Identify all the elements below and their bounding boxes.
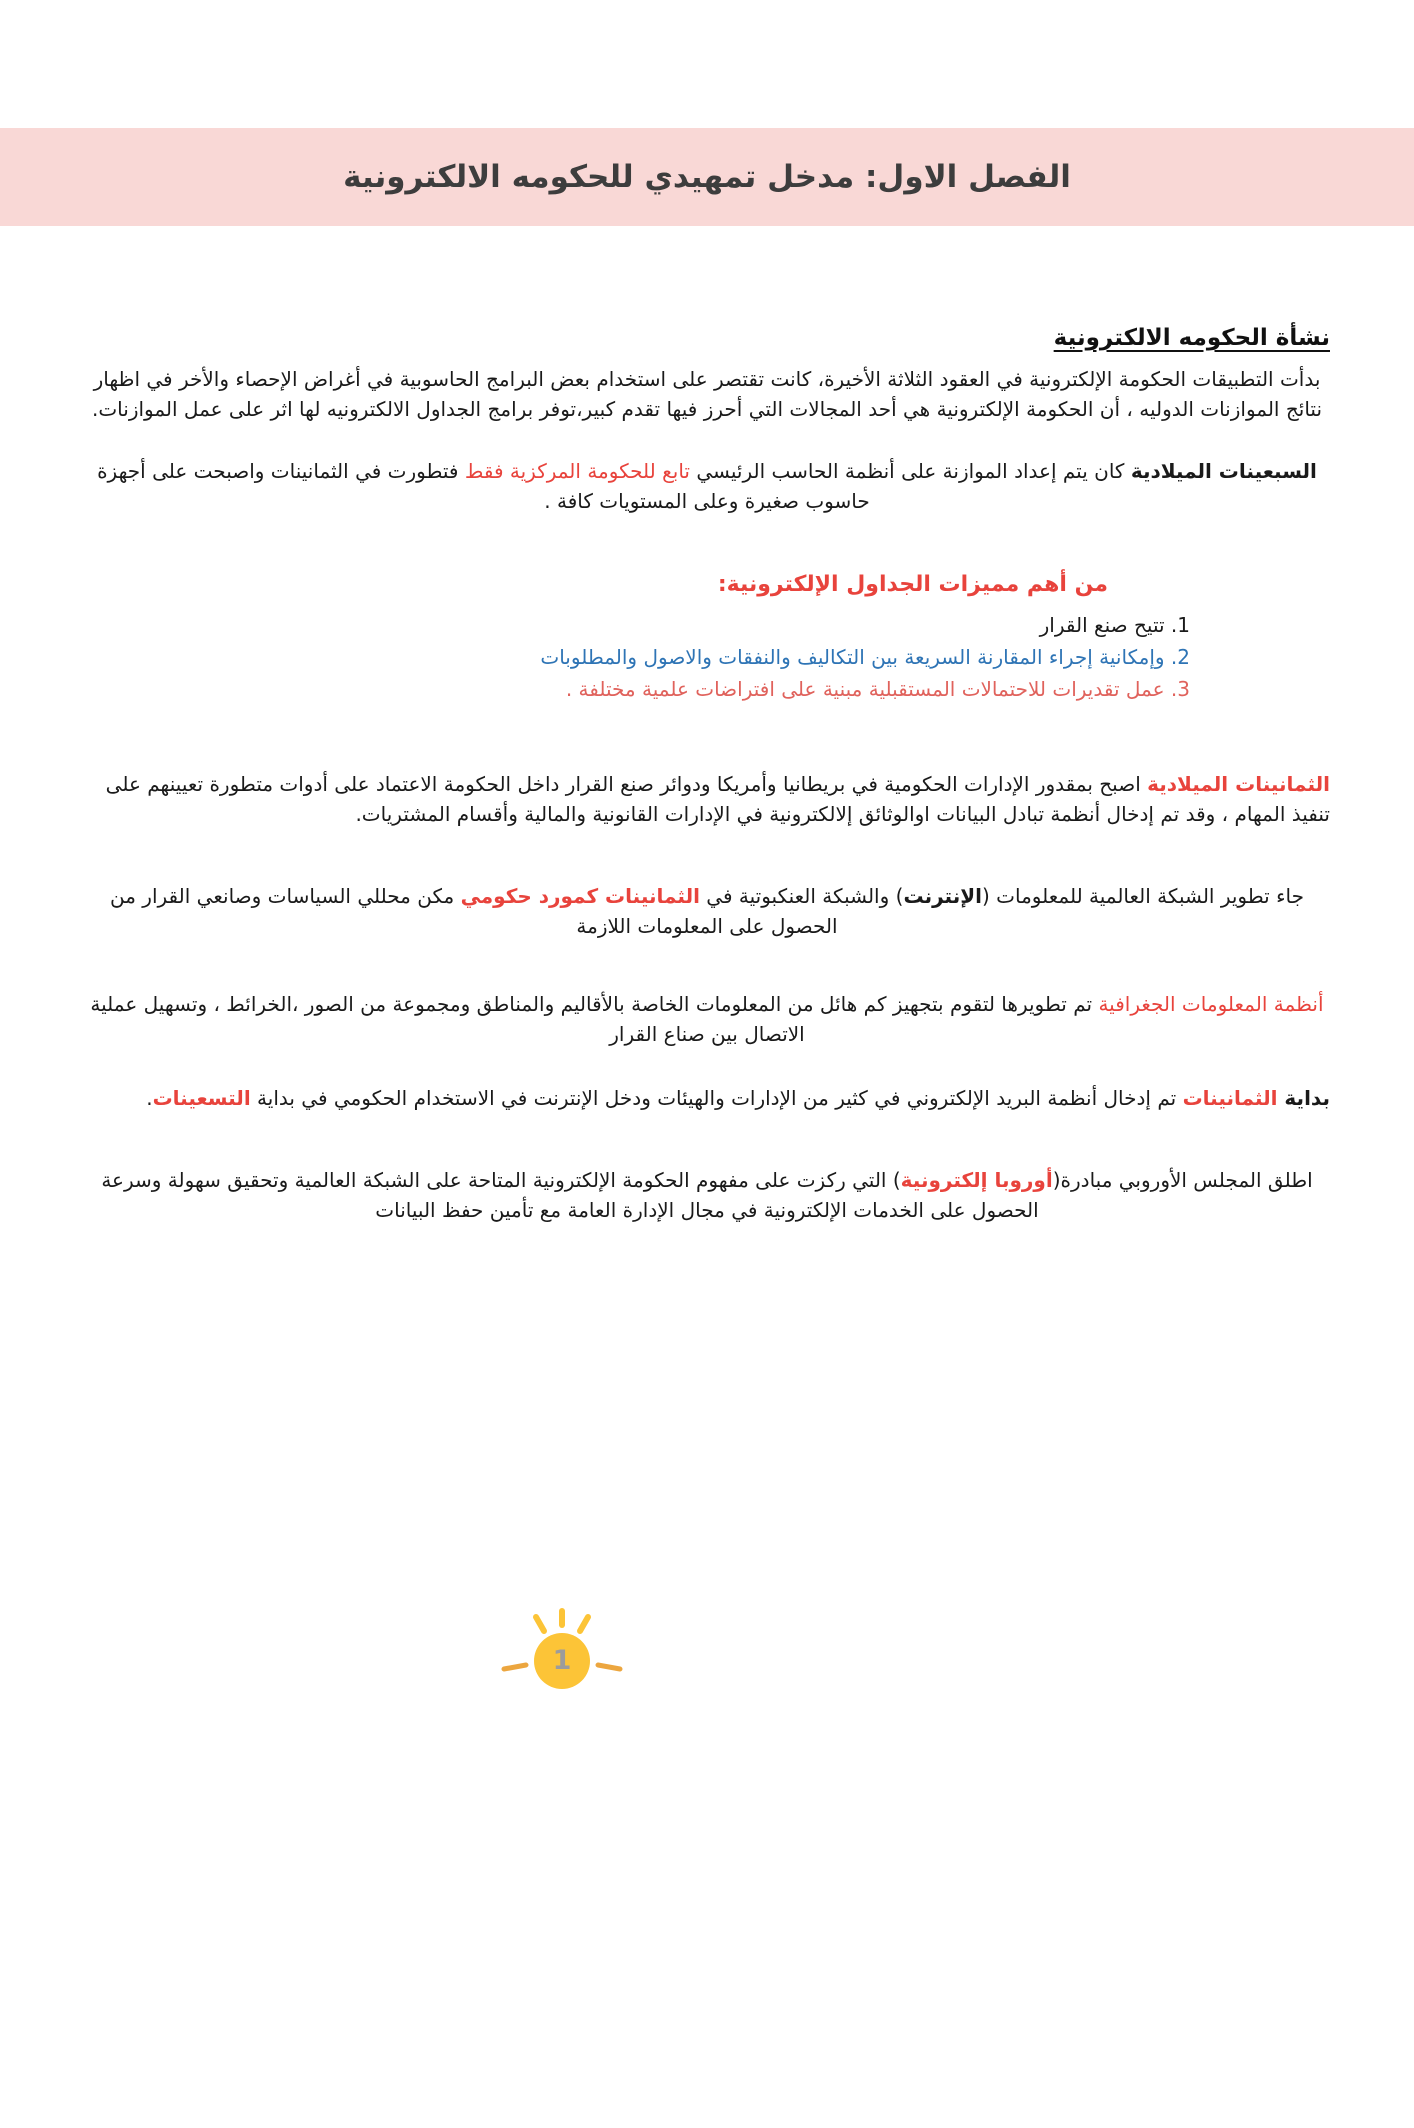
- chapter-banner: [0, 128, 1414, 226]
- page-number: 1: [552, 1644, 572, 1676]
- document-body: [0, 321, 1414, 1225]
- section-heading-emergence: نشأة الحكومه الالكترونية: [1053, 325, 1330, 351]
- features-heading: من أهم مميزات الجداول الإلكترونية:: [717, 571, 1108, 597]
- sun-page-number-icon: [492, 1608, 632, 1692]
- list-item-1: 1. تتيح صنع القرار: [1039, 612, 1190, 637]
- paragraph-email: بداية الثمانينات تم إدخال أنظمة البريد الإلكتروني في كثير من الإدارات والهيئات ودخل الإنترنت في الاستخدام الحكومي في بداية التسعينات.: [146, 1085, 1330, 1110]
- paragraph-internet: جاء تطوير الشبكة العالمية للمعلومات (الإنترنت) والشبكة العنكبوتية في الثمانينات كمورد حكومي مكن محللي السياسات وصانعي القرار من الحصول على المعلومات اللازمة: [110, 883, 1304, 938]
- features-list: [84, 609, 1330, 705]
- paragraph-eeurope: اطلق المجلس الأوروبي مبادرة(أوروبا إلكترونية) التي ركزت على مفهوم الحكومة الإلكترونية المتاحة على الشبكة العالمية وتحقيق سهولة وسرعة الحصول على الخدمات الإلكترونية في مجال الإدارة العامة مع تأمين حفظ البيانات: [101, 1167, 1313, 1222]
- paragraph-gis: أنظمة المعلومات الجغرافية تم تطويرها لتقوم بتجهيز كم هائل من المعلومات الخاصة بالأقاليم والمناطق ومجموعة من الصور ،الخرائط ، وتسهيل عملية الاتصال بين صناع القرار: [90, 991, 1324, 1046]
- list-item-2: 2. وإمكانية إجراء المقارنة السريعة بين التكاليف والنفقات والاصول والمطلوبات: [540, 644, 1190, 669]
- document-page: [0, 128, 1414, 2128]
- list-item-3: 3. عمل تقديرات للاحتمالات المستقبلية مبنية على افتراضات علمية مختلفة .: [565, 676, 1190, 701]
- paragraph-seventies: السبعينات الميلادية كان يتم إعداد الموازنة على أنظمة الحاسب الرئيسي تابع للحكومة المركزية فقط فتطورت في الثمانينات واصبحت على أجهزة حاسوب صغيرة وعلى المستويات كافة .: [97, 458, 1317, 513]
- sun-circle: [534, 1633, 590, 1689]
- chapter-title: الفصل الاول: مدخل تمهيدي للحكومه الالكترونية: [343, 159, 1071, 195]
- paragraph-intro: بدأت التطبيقات الحكومة الإلكترونية في العقود الثلاثة الأخيرة، كانت تقتصر على استخدام بعض البرامج الحاسوبية في أغراض الإحصاء والأخر في اظهار نتائج الموازنات الدوليه ، أن الحكومة الإلكترونية هي أحد المجالات التي أحرز فيها تقدم كبير،توفر برامج الجداول الالكترونيه لها اثر على عمل الموازنات.: [91, 366, 1323, 421]
- paragraph-eighties: الثمانينات الميلادية اصبح بمقدور الإدارات الحكومية في بريطانيا وأمريكا ودوائر صنع القرار داخل الحكومة الاعتماد على أدوات متطورة تعيينهم على تنفيذ المهام ، وقد تم إدخال أنظمة تبادل البيانات اوالوثائق إلالكترونية في الإدارات القانونية والمالية وأقسام المشتريات.: [105, 771, 1330, 826]
